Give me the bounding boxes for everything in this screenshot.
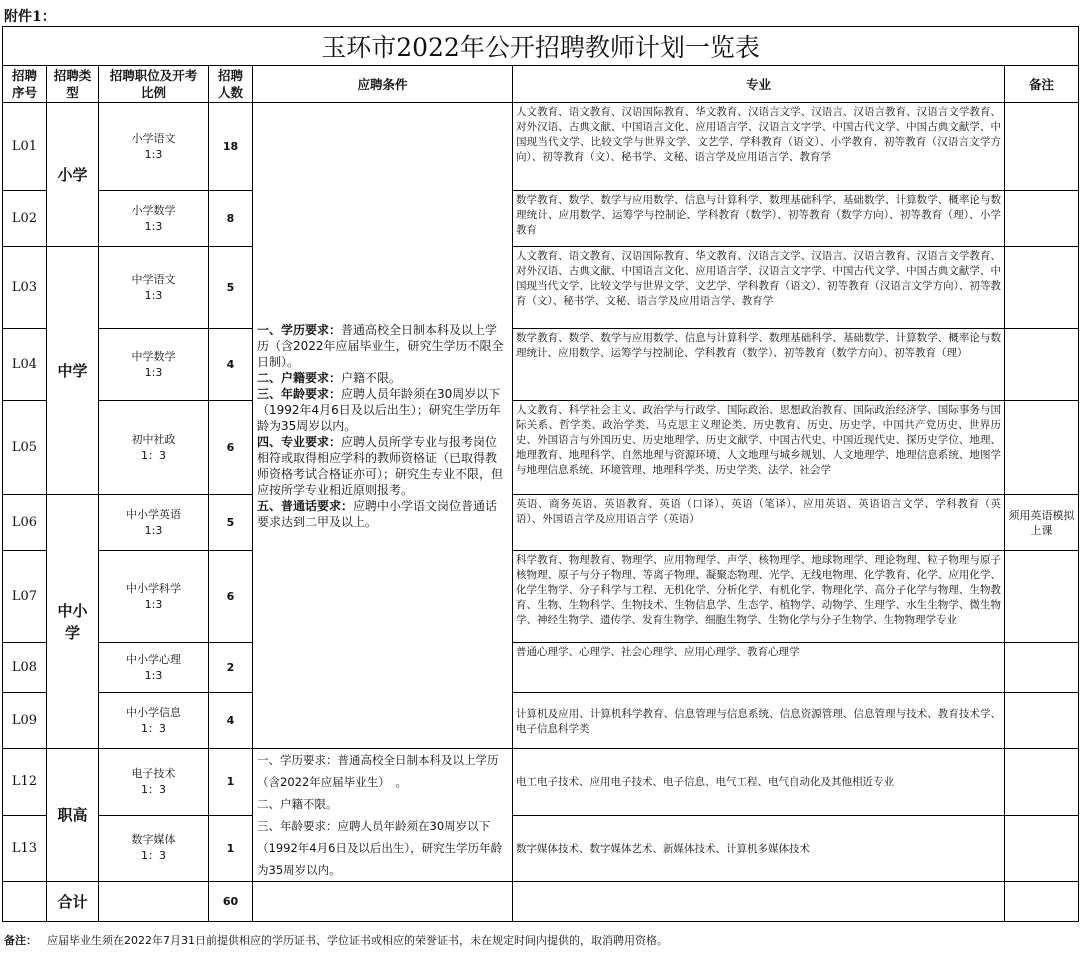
total-label: 合计 [47,882,99,922]
header-count-text: 招聘 人数 [217,68,243,100]
row-code: L01 [3,103,47,191]
condition-item: 一、学历要求：普通高校全日制本科及以上学历（含2022年应届毕业生） 。 [257,753,499,789]
table-row [3,103,1079,191]
header-category [47,66,99,103]
table-row [3,191,1079,247]
category-middle: 中学 [47,247,99,495]
row-remark [1005,103,1079,191]
row-remark: 须用英语模拟上课 [1005,495,1079,551]
footnote [4,932,668,948]
row-position [99,401,209,495]
attachment-label: 附件1： [4,9,56,25]
position-ratio: 1:3 [144,523,163,537]
table-row [3,815,1079,882]
total-empty [1005,882,1079,922]
condition-item: 二、户籍不限。 [257,797,338,811]
row-remark [1005,643,1079,693]
table-row [3,693,1079,749]
row-position [99,815,209,882]
total-empty [253,882,513,922]
position-ratio: 1:3 [144,219,163,233]
condition-label: 一、学历要求： [257,322,342,337]
row-position [99,693,209,749]
header-position-text: 招聘职位及开考 比例 [109,68,198,100]
row-major: 电工电子技术、应用电子技术、电子信息、电气工程、电气自动化及其他相近专业 [513,749,1005,816]
total-count: 60 [209,882,253,922]
footnote-label: 备注： [4,934,37,947]
row-count: 18 [209,103,253,191]
header-major: 专业 [513,66,1005,103]
row-count: 6 [209,401,253,495]
row-count: 1 [209,749,253,816]
row-major: 计算机及应用、计算机科学教育、信息管理与信息系统、信息资源管理、信息管理与技术、教育技术学、电子信息科学类 [513,693,1005,749]
position-name: 中小学信息 [126,705,181,719]
row-major: 数字媒体技术、数字媒体艺术、新媒体技术、计算机多媒体技术 [513,815,1005,882]
position-ratio: 1：3 [141,782,166,796]
row-count: 2 [209,643,253,693]
header-remark: 备注 [1005,66,1079,103]
row-code: L05 [3,401,47,495]
row-count: 8 [209,191,253,247]
header-position [99,66,209,103]
condition-item [257,370,508,386]
table-row [3,749,1079,816]
row-position [99,749,209,816]
row-count: 1 [209,815,253,882]
row-position [99,103,209,191]
row-position [99,495,209,551]
row-code: L04 [3,329,47,401]
position-ratio: 1：3 [141,849,166,863]
position-name: 小学语文 [131,131,176,145]
row-position [99,643,209,693]
condition-item [257,434,508,498]
position-name: 数字媒体 [131,833,176,847]
position-ratio: 1：3 [141,448,166,462]
position-name: 电子技术 [131,766,176,780]
row-count: 5 [209,495,253,551]
row-code: L02 [3,191,47,247]
row-remark [1005,247,1079,329]
row-position [99,191,209,247]
condition-text: 户籍不限。 [341,370,402,385]
condition-label: 三、年龄要求： [257,386,342,401]
row-major: 人文教育、语文教育、汉语国际教育、华文教育、汉语言文学、汉语言、汉语言教育、汉语言文学教育、对外汉语、古典文献、中国语言文化、应用语言学、汉语言文字学、中国古代文学、中国古典文献学、中国现当代文学、比较文学与世界文学、文艺学、学科教育（语文）、初等教育（汉语言文学方向）、初等教育（文）、秘书学、文秘、语言学及应用语言学、教育学 [513,247,1005,329]
table-row [3,329,1079,401]
header-count [209,66,253,103]
position-ratio: 1：3 [141,721,166,735]
row-code: L12 [3,749,47,816]
row-remark [1005,749,1079,816]
position-name: 中小学心理 [126,652,181,666]
row-code: L06 [3,495,47,551]
position-ratio: 1:3 [144,668,163,682]
table-row [3,551,1079,643]
row-code: L13 [3,815,47,882]
row-count: 5 [209,247,253,329]
category-vocational: 职高 [47,749,99,882]
position-name: 中小学英语 [126,507,181,521]
total-row [3,882,1079,922]
position-ratio: 1:3 [144,288,163,302]
row-code: L08 [3,643,47,693]
table-row [3,247,1079,329]
position-name: 初中社政 [131,432,176,446]
table-row [3,495,1079,551]
row-major: 数学教育、数学、数学与应用数学、信息与计算科学、数理基础科学、基础数学、计算数学、概率论与数理统计、应用数学、运筹学与控制论、学科教育（数学）、初等教育（数学方向）、初等教育（理） [513,329,1005,401]
footnote-text: 应届毕业生须在2022年7月31日前提供相应的学历证书、学位证书或相应的荣誉证书，未在规定时间内提供的，取消聘用资格。 [47,934,668,947]
condition-text: 普通高校全日制本科及以上学历（含2022年应届毕业生，研究生学历不限全日制）。 [257,322,504,369]
total-empty [513,882,1005,922]
condition-item [257,322,508,370]
row-count: 4 [209,693,253,749]
condition-item [257,498,508,530]
row-position [99,247,209,329]
row-count: 6 [209,551,253,643]
row-remark [1005,551,1079,643]
condition-text: 应聘人员所学专业与报考岗位相符或取得相应学科的教师资格证（已取得教师资格考试合格证亦可）；研究生专业不限，但应按所学专业相近原则报考。 [257,434,504,497]
header-row [3,66,1079,103]
position-name: 中小学科学 [126,581,181,595]
row-code: L03 [3,247,47,329]
row-major: 普通心理学、心理学、社会心理学、应用心理学、教育心理学 [513,643,1005,693]
header-category-text: 招聘类 型 [53,68,92,100]
condition-label: 五、普通话要求： [257,498,354,513]
recruitment-plan-table [2,26,1079,922]
row-remark [1005,401,1079,495]
row-remark [1005,693,1079,749]
category-k12-text: 中小 学 [57,601,88,642]
position-name: 小学数学 [131,203,176,217]
condition-text: 应聘中小学语文岗位普通话要求达到二甲及以上。 [257,498,498,529]
table-title: 玉环市2022年公开招聘教师计划一览表 [3,27,1079,66]
header-code-text: 招聘 序号 [11,68,37,100]
row-major: 人文教育、语文教育、汉语国际教育、华文教育、汉语言文学、汉语言、汉语言教育、汉语言文学教育、对外汉语、古典文献、中国语言文化、应用语言学、汉语言文字学、中国古代文学、中国古典文献学、中国现当代文学、比较文学与世界文学、文艺学、学科教育（语文）、小学教育、初等教育（汉语言文学方向）、初等教育（文）、秘书学、文秘、语言学及应用语言学、教育学 [513,103,1005,191]
conditions-main [253,103,513,749]
row-position [99,329,209,401]
condition-label: 四、专业要求： [257,434,342,449]
conditions-vocational [253,749,513,882]
row-major: 数学教育、数学、数学与应用数学、信息与计算科学、数理基础科学、基础数学、计算数学、概率论与数理统计、应用数学、运筹学与控制论、学科教育（数学）、初等教育（数学方向）、初等教育（理）、小学教育 [513,191,1005,247]
row-remark [1005,191,1079,247]
header-code [3,66,47,103]
row-remark [1005,815,1079,882]
condition-item [257,386,508,434]
position-ratio: 1:3 [144,597,163,611]
row-major: 科学教育、物理教育、物理学、应用物理学、声学、核物理学、地球物理学、理论物理、粒子物理与原子核物理、原子与分子物理、等离子物理、凝聚态物理、光学、无线电物理、化学教育、化学、应用化学、化学生物学、分子科学与工程、无机化学、分析化学、有机化学、物理化学、高分子化学与物理、生物教育、生物、生物科学、生物技术、生物信息学、生态学、植物学、动物学、生理学、水生生物学、微生物学、神经生物学、遗传学、发育生物学、细胞生物学、生物化学与分子生物学、生物物理学专业 [513,551,1005,643]
total-empty [99,882,209,922]
row-code: L09 [3,693,47,749]
condition-item: 三、年龄要求：应聘人员年龄须在30周岁以下（1992年4月6日及以后出生），研究生学历年龄为35周岁以内。 [257,819,503,877]
table-row [3,401,1079,495]
position-ratio: 1:3 [144,147,163,161]
row-code: L07 [3,551,47,643]
row-count: 4 [209,329,253,401]
row-major: 英语、商务英语、英语教育、英语（口译）、英语（笔译）、应用英语、英语语言文学、学科教育（英语）、外国语言学及应用语言学（英语） [513,495,1005,551]
header-conditions: 应聘条件 [253,66,513,103]
row-major: 人文教育、科学社会主义、政治学与行政学、国际政治、思想政治教育、国际政治经济学、国际事务与国际关系、哲学类、政治学类、马克思主义理论类、历史教育、历史、历史学、中国共产党历史、世界历史、外国语言与外国历史、历史地理学、历史文献学、中国古代史、中国近现代史、探历史学位、地理、地理教育、地理科学、自然地理与资源环境、人文地理与城乡规划、人文地理学、地理信息系统、地图学与地理信息系统、环境管理、地理科学类、历史学类、法学、社会学 [513,401,1005,495]
position-ratio: 1:3 [144,365,163,379]
row-remark [1005,329,1079,401]
position-name: 中学数学 [131,349,176,363]
total-empty [3,882,47,922]
position-name: 中学语文 [131,272,176,286]
category-k12 [47,495,99,749]
condition-text: 应聘人员年龄须在30周岁以下（1992年4月6日及以后出生）；研究生学历年龄为35周岁以内。 [257,386,501,433]
table-row [3,643,1079,693]
condition-label: 二、户籍要求： [257,370,342,385]
row-position [99,551,209,643]
category-primary: 小学 [47,103,99,247]
